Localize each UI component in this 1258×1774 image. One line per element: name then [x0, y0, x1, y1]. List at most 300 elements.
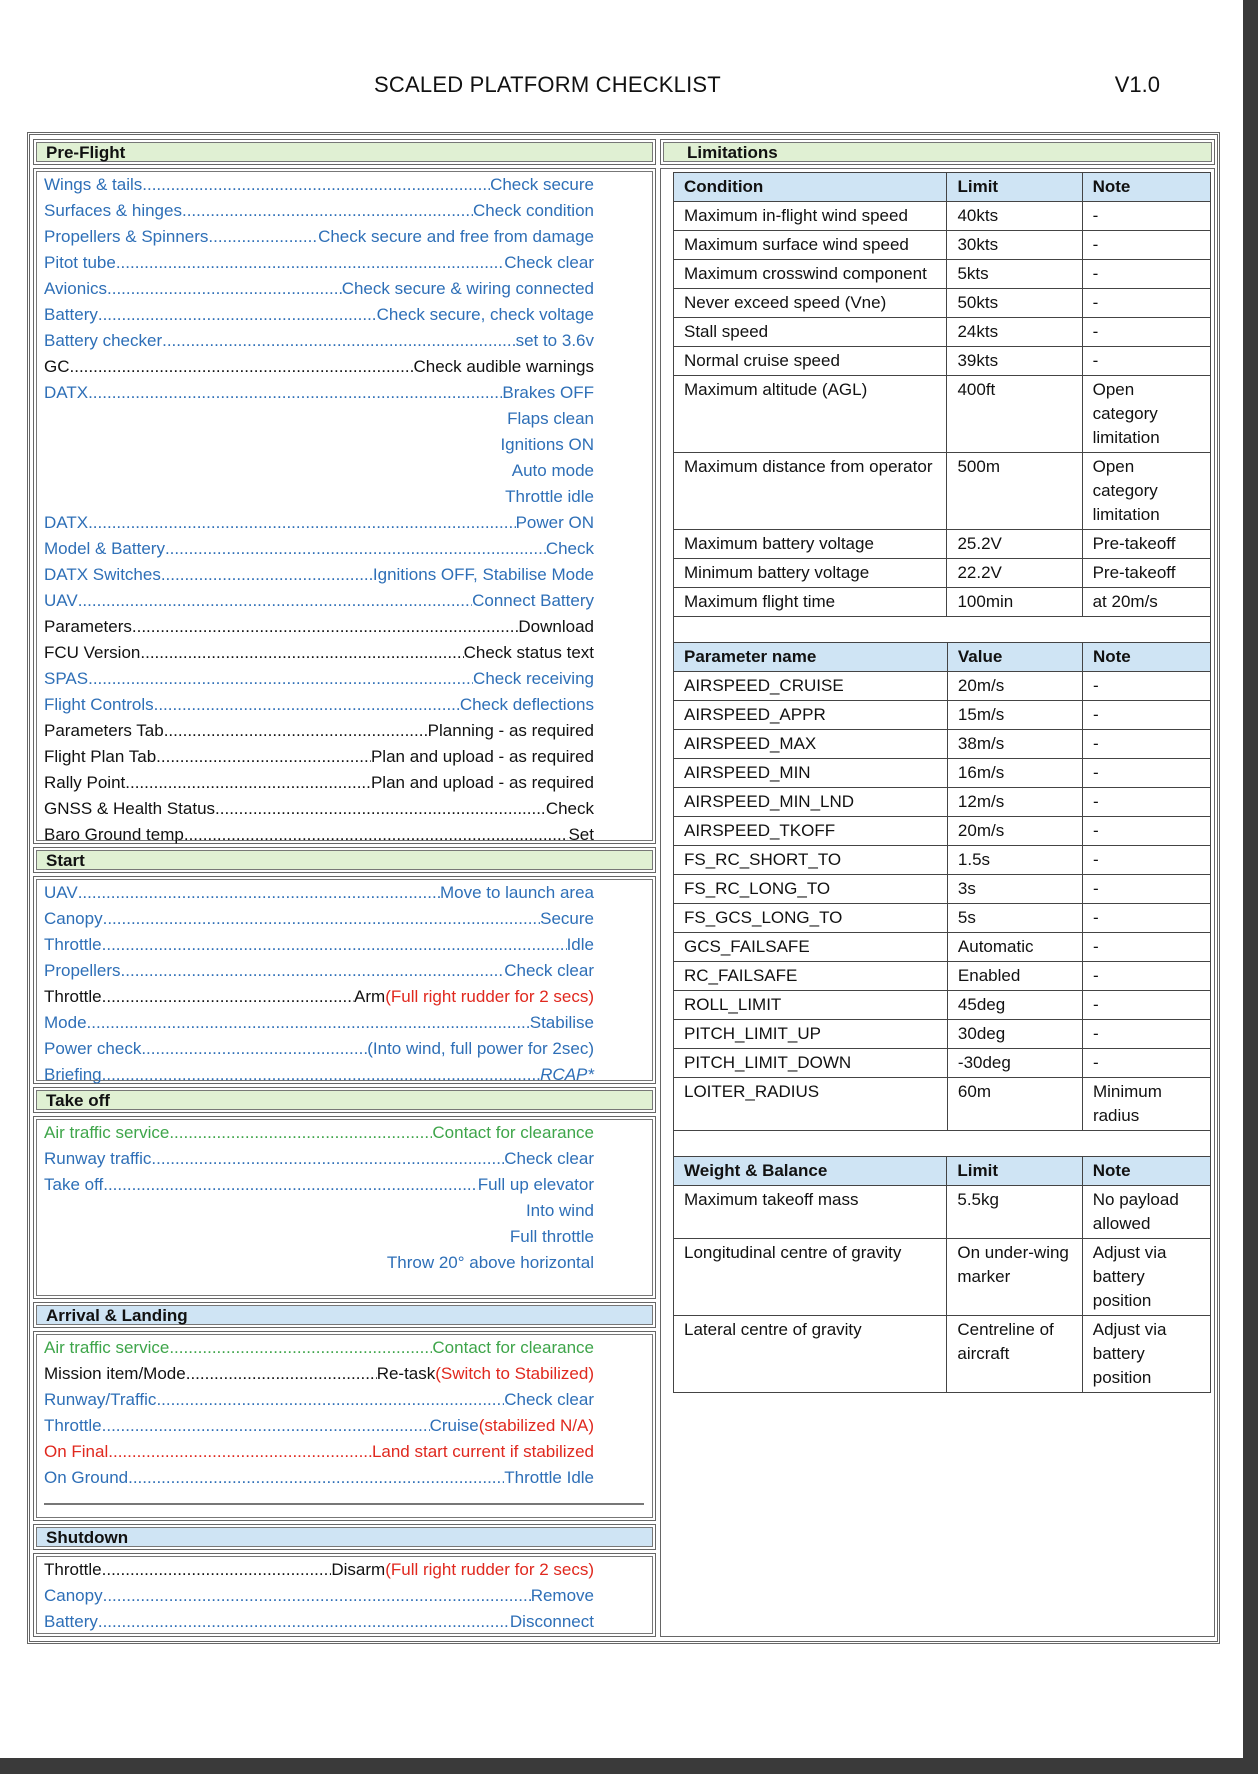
- leader-dots: [156, 1387, 504, 1413]
- table-row: [674, 231, 1211, 260]
- leader-dots: [102, 932, 567, 958]
- checklist-action: Brakes OFF: [502, 383, 594, 402]
- checklist-item: On Ground: [44, 1468, 129, 1487]
- checklist-item: Parameters Tab: [44, 721, 164, 740]
- checklist-item: Pitot tube: [44, 253, 116, 272]
- table-row: [674, 991, 1211, 1020]
- checklist-item: Battery: [44, 1612, 98, 1631]
- checklist-action: Cruise: [429, 1416, 479, 1435]
- section-preflight: [33, 168, 656, 844]
- checklist-row: [44, 640, 594, 666]
- table-row: [674, 559, 1211, 588]
- checklist-item: On Final: [44, 1442, 109, 1461]
- checklist-item: Canopy: [44, 909, 103, 928]
- section-header-limitations: Limitations: [660, 139, 1215, 165]
- table-cell: Maximum altitude (AGL): [674, 376, 947, 453]
- table-cell: Automatic: [947, 933, 1082, 962]
- table-cell: 16m/s: [947, 759, 1082, 788]
- table-cell: 50kts: [947, 289, 1082, 318]
- table-row: [674, 1186, 1211, 1239]
- table-cell: -: [1082, 1020, 1210, 1049]
- leader-dots: [132, 614, 519, 640]
- checklist-action: Check secure and free from damage: [318, 227, 594, 246]
- checklist-item: GC: [44, 357, 70, 376]
- leader-dots: [128, 1465, 504, 1491]
- checklist-row: [44, 906, 594, 932]
- checklist-item: Air traffic service: [44, 1123, 170, 1142]
- table-cell: 30deg: [947, 1020, 1082, 1049]
- checklist-item: Parameters: [44, 617, 132, 636]
- checklist-action: Throttle idle: [505, 487, 594, 506]
- section-header-arrival: Arrival & Landing: [33, 1302, 656, 1328]
- table-cell: AIRSPEED_TKOFF: [674, 817, 948, 846]
- table-cell: Pre-takeoff: [1082, 559, 1210, 588]
- checklist-action: Connect Battery: [472, 591, 594, 610]
- table-cell: -: [1082, 846, 1210, 875]
- column-header: Weight & Balance: [674, 1157, 947, 1186]
- table-cell: -: [1082, 962, 1210, 991]
- checklist-row: [44, 1172, 594, 1198]
- checklist-item: Rally Point: [44, 773, 126, 792]
- table-row: [674, 289, 1211, 318]
- table-cell: FS_RC_LONG_TO: [674, 875, 948, 904]
- checklist-action: Disconnect: [509, 1612, 594, 1631]
- checklist-action: Check clear: [504, 1390, 594, 1409]
- table-cell: -: [1082, 875, 1210, 904]
- leader-dots: [102, 1062, 541, 1088]
- table-cell: 24kts: [947, 318, 1082, 347]
- leader-dots: [102, 1557, 332, 1583]
- checklist-row: [44, 510, 594, 536]
- table-cell: 12m/s: [947, 788, 1082, 817]
- section-shutdown: [33, 1553, 656, 1637]
- leader-dots: [87, 1010, 530, 1036]
- leader-dots: [142, 172, 490, 198]
- checklist-item: Power check: [44, 1039, 142, 1058]
- table-row: [674, 1049, 1211, 1078]
- table-row: [674, 453, 1211, 530]
- table-cell: ROLL_LIMIT: [674, 991, 948, 1020]
- table-cell: Open category limitation: [1082, 376, 1210, 453]
- checklist-action: Re-task: [376, 1364, 436, 1383]
- checklist-row: [44, 880, 594, 906]
- section-header-shutdown: Shutdown: [33, 1524, 656, 1550]
- checklist-action: Plan and upload - as required: [370, 747, 594, 766]
- section-takeoff: [33, 1116, 656, 1299]
- checklist-row: [44, 1010, 594, 1036]
- table-row: [674, 1020, 1211, 1049]
- checklist-item: Avionics: [44, 279, 107, 298]
- checklist-note: (stabilized N/A): [478, 1416, 594, 1435]
- checklist-item: Runway traffic: [44, 1149, 152, 1168]
- table-cell: Maximum surface wind speed: [674, 231, 947, 260]
- table-cell: 25.2V: [947, 530, 1082, 559]
- table-cell: 5s: [947, 904, 1082, 933]
- table-cell: 20m/s: [947, 672, 1082, 701]
- leader-dots: [121, 958, 505, 984]
- checklist-action: Check condition: [473, 201, 594, 220]
- checklist-action: Check status text: [463, 643, 594, 662]
- table-header-row: [674, 173, 1211, 202]
- section-header-takeoff: Take off: [33, 1087, 656, 1113]
- table-cell: Minimum radius: [1082, 1078, 1210, 1131]
- checklist-item: Air traffic service: [44, 1338, 170, 1357]
- parameters-table: [673, 642, 1211, 1131]
- checklist-action: Move to launch area: [439, 883, 594, 902]
- leader-dots: [154, 692, 460, 718]
- checklist-item: FCU Version: [44, 643, 141, 662]
- table-cell: -: [1082, 701, 1210, 730]
- checklist-row: [44, 744, 594, 770]
- checklist-row: [44, 984, 594, 1010]
- checklist-row: [44, 250, 594, 276]
- checklist-action: Arm: [354, 987, 386, 1006]
- leader-dots: [165, 536, 546, 562]
- leader-dots: [102, 1413, 430, 1439]
- leader-dots: [116, 250, 504, 276]
- table-cell: Adjust via battery position: [1082, 1316, 1210, 1393]
- checklist-item: Canopy: [44, 1586, 103, 1605]
- table-row: [674, 202, 1211, 231]
- checklist-item: Battery: [44, 305, 98, 324]
- table-cell: Lateral centre of gravity: [674, 1316, 947, 1393]
- leader-dots: [208, 224, 318, 250]
- checklist-action: Check audible warnings: [413, 357, 594, 376]
- checklist-row: [44, 1224, 594, 1250]
- table-cell: RC_FAILSAFE: [674, 962, 948, 991]
- checklist-action: Into wind: [525, 1201, 594, 1220]
- checklist-item: Propellers & Spinners: [44, 227, 209, 246]
- leader-dots: [182, 198, 473, 224]
- leader-dots: [215, 796, 546, 822]
- limitations-body: [660, 168, 1215, 1637]
- table-row: [674, 588, 1211, 617]
- checklist-action: set to 3.6v: [515, 331, 594, 350]
- checklist-row: [44, 1120, 594, 1146]
- column-header: Note: [1082, 1157, 1210, 1186]
- checklist-action: Contact for clearance: [432, 1338, 594, 1357]
- table-cell: 39kts: [947, 347, 1082, 376]
- checklist-row: [44, 1583, 594, 1609]
- checklist-action: Check clear: [504, 1149, 594, 1168]
- divider: [44, 1503, 644, 1505]
- leader-dots: [103, 1583, 531, 1609]
- checklist-action: Ignitions OFF, Stabilise Mode: [372, 565, 594, 584]
- column-header: Parameter name: [674, 643, 948, 672]
- version-label: V1.0: [1114, 72, 1160, 97]
- leader-dots: [88, 380, 502, 406]
- section-header-start: Start: [33, 847, 656, 873]
- leader-dots: [98, 1609, 510, 1635]
- table-cell: -: [1082, 788, 1210, 817]
- leader-dots: [78, 588, 472, 614]
- table-cell: Maximum distance from operator: [674, 453, 947, 530]
- checklist-row: [44, 692, 594, 718]
- checklist-row: [44, 172, 594, 198]
- table-row: [674, 875, 1211, 904]
- table-row: [674, 933, 1211, 962]
- checklist-row: [44, 354, 594, 380]
- checklist-action: Secure: [540, 909, 594, 928]
- checklist-action: Land start current if stabilized: [371, 1442, 594, 1461]
- table-cell: AIRSPEED_MAX: [674, 730, 948, 759]
- table-row: [674, 376, 1211, 453]
- table-cell: -: [1082, 231, 1210, 260]
- checklist-item: DATX: [44, 513, 89, 532]
- table-cell: 30kts: [947, 231, 1082, 260]
- checklist-row: [44, 302, 594, 328]
- table-cell: On under-wing marker: [947, 1239, 1082, 1316]
- leader-dots: [169, 1120, 432, 1146]
- table-row: [674, 817, 1211, 846]
- checklist-item: GNSS & Health Status: [44, 799, 216, 818]
- table-cell: Maximum crosswind component: [674, 260, 947, 289]
- checklist-row: [44, 1062, 594, 1088]
- leader-dots: [140, 640, 463, 666]
- checklist-item: Take off: [44, 1175, 104, 1194]
- checklist-row: [44, 1198, 594, 1224]
- table-cell: -: [1082, 318, 1210, 347]
- checklist-row: [44, 432, 594, 458]
- checklist-action: Stabilise: [529, 1013, 594, 1032]
- table-cell: -: [1082, 759, 1210, 788]
- leader-dots: [108, 1439, 372, 1465]
- table-cell: -: [1082, 289, 1210, 318]
- table-cell: 38m/s: [947, 730, 1082, 759]
- table-cell: Stall speed: [674, 318, 947, 347]
- table-spacer: [673, 617, 1211, 642]
- checklist-row: [44, 458, 594, 484]
- table-cell: 45deg: [947, 991, 1082, 1020]
- table-cell: AIRSPEED_MIN_LND: [674, 788, 948, 817]
- checklist-row: [44, 328, 594, 354]
- section-header-preflight: Pre-Flight: [33, 139, 656, 165]
- table-cell: FS_GCS_LONG_TO: [674, 904, 948, 933]
- column-header: Note: [1082, 173, 1210, 202]
- table-row: [674, 730, 1211, 759]
- table-cell: PITCH_LIMIT_DOWN: [674, 1049, 948, 1078]
- leader-dots: [162, 328, 515, 354]
- checklist-item: UAV: [44, 883, 78, 902]
- checklist-item: Mission item/Mode: [44, 1364, 186, 1383]
- checklist-row: [44, 224, 594, 250]
- table-cell: 1.5s: [947, 846, 1082, 875]
- checklist-row: [44, 198, 594, 224]
- checklist-note: (Full right rudder for 2 secs): [385, 987, 594, 1006]
- checklist-row: [44, 588, 594, 614]
- checklist-item: Throttle: [44, 935, 102, 954]
- checklist-row: [44, 1465, 594, 1491]
- table-spacer: [673, 1131, 1211, 1156]
- table-cell: -: [1082, 991, 1210, 1020]
- checklist-action: Check: [545, 799, 594, 818]
- checklist-row: [44, 932, 594, 958]
- checklist-action: Check deflections: [459, 695, 594, 714]
- leader-dots: [151, 1146, 504, 1172]
- checklist-action: Full throttle: [509, 1227, 594, 1246]
- table-cell: -: [1082, 260, 1210, 289]
- table-cell: -: [1082, 904, 1210, 933]
- checklist-action: Planning - as required: [427, 721, 594, 740]
- leader-dots: [161, 562, 373, 588]
- table-row: [674, 1239, 1211, 1316]
- checklist-row: [44, 1361, 594, 1387]
- table-cell: 15m/s: [947, 701, 1082, 730]
- checklist-action: Check secure: [490, 175, 594, 194]
- table-cell: 20m/s: [947, 817, 1082, 846]
- checklist-action: (Into wind, full power for 2sec): [367, 1039, 594, 1058]
- table-cell: 400ft: [947, 376, 1082, 453]
- column-header: Condition: [674, 173, 947, 202]
- checklist-action: Throttle Idle: [504, 1468, 594, 1487]
- table-cell: Never exceed speed (Vne): [674, 289, 947, 318]
- leader-dots: [103, 1172, 478, 1198]
- checklist-action: Check clear: [504, 253, 594, 272]
- table-cell: PITCH_LIMIT_UP: [674, 1020, 948, 1049]
- limitations-column: [660, 139, 1215, 1637]
- table-cell: Centreline of aircraft: [947, 1316, 1082, 1393]
- table-cell: -: [1082, 730, 1210, 759]
- checklist-note: (Full right rudder for 2 secs): [385, 1560, 594, 1579]
- checklist-row: [44, 822, 594, 848]
- checklist-item: DATX: [44, 383, 89, 402]
- checklist-action: Set: [568, 825, 594, 844]
- checklist-item: Flight Plan Tab: [44, 747, 157, 766]
- leader-dots: [125, 770, 371, 796]
- checklist-item: Runway/Traffic: [44, 1390, 157, 1409]
- leader-dots: [70, 354, 414, 380]
- table-cell: -30deg: [947, 1049, 1082, 1078]
- table-row: [674, 260, 1211, 289]
- checklist-frame: [27, 132, 1220, 1644]
- table-row: [674, 530, 1211, 559]
- checklist-row: [44, 718, 594, 744]
- checklist-item: Surfaces & hinges: [44, 201, 182, 220]
- table-cell: 5.5kg: [947, 1186, 1082, 1239]
- table-row: [674, 701, 1211, 730]
- checklist-action: Full up elevator: [477, 1175, 594, 1194]
- table-cell: LOITER_RADIUS: [674, 1078, 948, 1131]
- table-header-row: [674, 1157, 1211, 1186]
- checklist-row: [44, 1557, 594, 1583]
- checklist-item: Model & Battery: [44, 539, 165, 558]
- table-cell: Maximum battery voltage: [674, 530, 947, 559]
- checklist-row: [44, 770, 594, 796]
- leader-dots: [102, 984, 354, 1010]
- table-cell: 500m: [947, 453, 1082, 530]
- checklist-action: Power ON: [515, 513, 594, 532]
- checklist-note: (Switch to Stabilized): [435, 1364, 594, 1383]
- leader-dots: [78, 880, 440, 906]
- checklist-item: Baro Ground temp: [44, 825, 184, 844]
- table-cell: AIRSPEED_CRUISE: [674, 672, 948, 701]
- table-cell: Minimum battery voltage: [674, 559, 947, 588]
- table-cell: FS_RC_SHORT_TO: [674, 846, 948, 875]
- table-cell: 22.2V: [947, 559, 1082, 588]
- column-header: Value: [947, 643, 1082, 672]
- table-row: [674, 672, 1211, 701]
- checklist-row: [44, 1146, 594, 1172]
- checklist-action: Check receiving: [473, 669, 594, 688]
- checklist-row: [44, 614, 594, 640]
- leader-dots: [88, 666, 473, 692]
- checklist-action: Idle: [566, 935, 594, 954]
- checklist-action: Ignitions ON: [500, 435, 594, 454]
- table-cell: Adjust via battery position: [1082, 1239, 1210, 1316]
- leader-dots: [107, 276, 342, 302]
- table-cell: 60m: [947, 1078, 1082, 1131]
- checklist-row: [44, 1036, 594, 1062]
- table-row: [674, 759, 1211, 788]
- checklist-action: Check secure, check voltage: [376, 305, 594, 324]
- checklist-action: Auto mode: [511, 461, 594, 480]
- checklist-item: SPAS: [44, 669, 89, 688]
- checklist-item: Flight Controls: [44, 695, 154, 714]
- checklist-item: Throttle: [44, 987, 102, 1006]
- checklist-row: [44, 484, 594, 510]
- table-cell: Maximum takeoff mass: [674, 1186, 947, 1239]
- leader-dots: [141, 1036, 367, 1062]
- checklist-row: [44, 276, 594, 302]
- section-start: [33, 876, 656, 1084]
- leader-dots: [186, 1361, 377, 1387]
- checklist-row: [44, 1439, 594, 1465]
- checklist-row: [44, 406, 594, 432]
- checklist-item: Mode: [44, 1013, 87, 1032]
- checklist-item: Briefing: [44, 1065, 102, 1084]
- checklist-item: Propellers: [44, 961, 121, 980]
- checklist-action: Remove: [530, 1586, 594, 1605]
- weight-balance-table: [673, 1156, 1211, 1393]
- table-cell: -: [1082, 672, 1210, 701]
- checklist-row: [44, 1250, 594, 1276]
- table-cell: Pre-takeoff: [1082, 530, 1210, 559]
- conditions-table: [673, 172, 1211, 617]
- leader-dots: [88, 510, 516, 536]
- table-cell: 5kts: [947, 260, 1082, 289]
- checklist-row: [44, 1335, 594, 1361]
- checklist-item: Battery checker: [44, 331, 163, 350]
- checklist-row: [44, 958, 594, 984]
- checklist-action: RCAP*: [540, 1065, 594, 1084]
- section-arrival: [33, 1331, 656, 1521]
- checklist-row: [44, 1609, 594, 1635]
- checklist-item: Wings & tails: [44, 175, 143, 194]
- checklist-item: DATX Switches: [44, 565, 161, 584]
- checklist-action: Contact for clearance: [432, 1123, 594, 1142]
- table-header-row: [674, 643, 1211, 672]
- table-cell: Maximum in-flight wind speed: [674, 202, 947, 231]
- table-row: [674, 904, 1211, 933]
- checklist-row: [44, 1413, 594, 1439]
- page-title: SCALED PLATFORM CHECKLIST: [374, 72, 721, 97]
- table-row: [674, 1078, 1211, 1131]
- leader-dots: [156, 744, 371, 770]
- table-row: [674, 788, 1211, 817]
- table-cell: at 20m/s: [1082, 588, 1210, 617]
- leader-dots: [169, 1335, 432, 1361]
- table-cell: -: [1082, 1049, 1210, 1078]
- table-row: [674, 962, 1211, 991]
- checklist-row: [44, 536, 594, 562]
- column-header: Limit: [947, 1157, 1082, 1186]
- table-cell: 100min: [947, 588, 1082, 617]
- checklist-action: Check secure & wiring connected: [341, 279, 594, 298]
- table-cell: Enabled: [947, 962, 1082, 991]
- checklist-action: Flaps clean: [507, 409, 594, 428]
- table-cell: Open category limitation: [1082, 453, 1210, 530]
- checklist-row: [44, 562, 594, 588]
